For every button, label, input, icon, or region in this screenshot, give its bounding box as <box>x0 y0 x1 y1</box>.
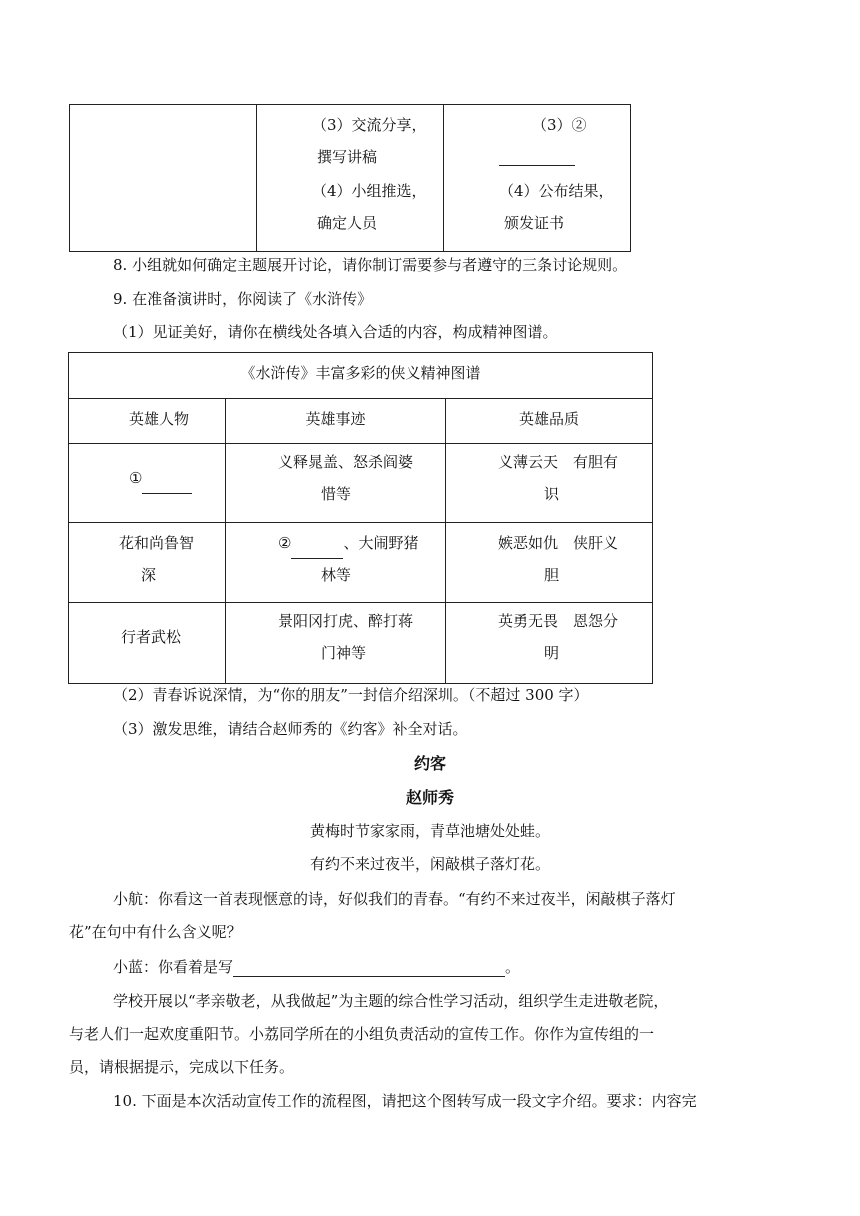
header-deeds: 英雄事迹 <box>226 399 446 444</box>
hero-quality-cont: 明 <box>544 644 560 662</box>
question-8: 8. 小组就如何确定主题展开讨论，请你制订需要参与者遵守的三条讨论规则。 <box>113 256 628 274</box>
dialog-xiaohang-cont: 花”在句中有什么含义呢？ <box>69 923 242 941</box>
hero-name-cont: 深 <box>141 566 157 584</box>
hero-table-title: 《水浒传》丰富多彩的侠义精神图谱 <box>240 364 481 382</box>
table1-step3: （3）交流分享， <box>312 116 427 134</box>
hero-quality: 嫉恶如仇 侠肝义 <box>498 534 619 552</box>
table1-result4-b: 颁发证书 <box>504 214 565 232</box>
activity-paragraph-3: 员，请根据提示，完成以下任务。 <box>69 1058 295 1076</box>
deeds-blank-2[interactable] <box>291 536 343 559</box>
table1-result3: （3）② <box>532 116 587 134</box>
question-10: 10. 下面是本次活动宣传工作的流程图，请把这个图转写成一段文字介绍。要求：内容完 <box>113 1092 697 1110</box>
header-hero: 英雄人物 <box>69 399 226 444</box>
hero-spirit-table <box>68 352 653 684</box>
question-9-1: （1）见证美好，请你在横线处各填入合适的内容，构成精神图谱。 <box>113 323 558 341</box>
table1-cell-empty <box>70 105 257 252</box>
poem-line-2: 有约不来过夜半，闲敲棋子落灯花。 <box>309 855 550 873</box>
poem-author: 赵师秀 <box>405 788 454 807</box>
table1-step4-b: 确定人员 <box>317 214 378 232</box>
hero-quality: 义薄云天 有胆有 <box>498 453 619 471</box>
hero-deeds: ② 、大闹野猪 <box>278 527 418 559</box>
dialog-xiaohang: 小航：你看这一首表现惬意的诗，好似我们的青春。“有约不来过夜半，闲敲棋子落灯 <box>113 890 676 908</box>
question-9-3: （3）激发思维，请结合赵师秀的《约客》补全对话。 <box>113 720 468 738</box>
poem-title: 约客 <box>413 754 446 773</box>
table-row <box>69 603 653 684</box>
table1-blank-2[interactable] <box>499 145 575 166</box>
dialog-xiaolan: 小蓝：你看着是写 。 <box>113 958 521 976</box>
poem-line-1: 黄梅时节家家雨，青草池塘处处蛙。 <box>309 822 550 840</box>
table1-cell-results <box>444 105 631 252</box>
dialog-answer-blank[interactable] <box>233 958 505 977</box>
table-row <box>69 444 653 523</box>
table1-step4: （4）小组推选， <box>312 182 427 200</box>
hero-deeds: 景阳冈打虎、醉打蒋 <box>278 612 414 630</box>
hero-name: ① <box>129 462 192 494</box>
hero-deeds-cont: 惜等 <box>321 485 352 503</box>
question-9-2: （2）青春诉说深情，为“你的朋友”一封信介绍深圳。（不超过 300 字） <box>113 686 589 704</box>
hero-quality-cont: 胆 <box>544 566 560 584</box>
activity-paragraph-2: 与老人们一起欢度重阳节。小荔同学所在的小组负责活动的宣传工作。你作为宣传组的一 <box>69 1025 655 1043</box>
hero-name: 行者武松 <box>121 628 182 646</box>
activity-table <box>69 104 631 252</box>
hero-blank-1[interactable] <box>142 471 192 494</box>
hero-table-title-cell <box>69 353 653 399</box>
table1-result4: （4）公布结果， <box>499 182 614 200</box>
question-9: 9. 在准备演讲时，你阅读了《水浒传》 <box>113 290 373 308</box>
hero-deeds: 义释晁盖、怒杀阎婆 <box>278 453 414 471</box>
hero-name: 花和尚鲁智 <box>119 534 195 552</box>
activity-paragraph-1: 学校开展以“孝亲敬老，从我做起”为主题的综合性学习活动，组织学生走进敬老院， <box>113 992 669 1010</box>
table-row <box>69 523 653 603</box>
hero-quality: 英勇无畏 恩怨分 <box>498 612 619 630</box>
hero-deeds-cont: 门神等 <box>321 644 367 662</box>
header-quality: 英雄品质 <box>446 399 653 444</box>
hero-deeds-cont: 林等 <box>321 566 352 584</box>
table1-cell-steps <box>257 105 444 252</box>
table1-step3-b: 撰写讲稿 <box>317 148 378 166</box>
hero-quality-cont: 识 <box>544 485 560 503</box>
